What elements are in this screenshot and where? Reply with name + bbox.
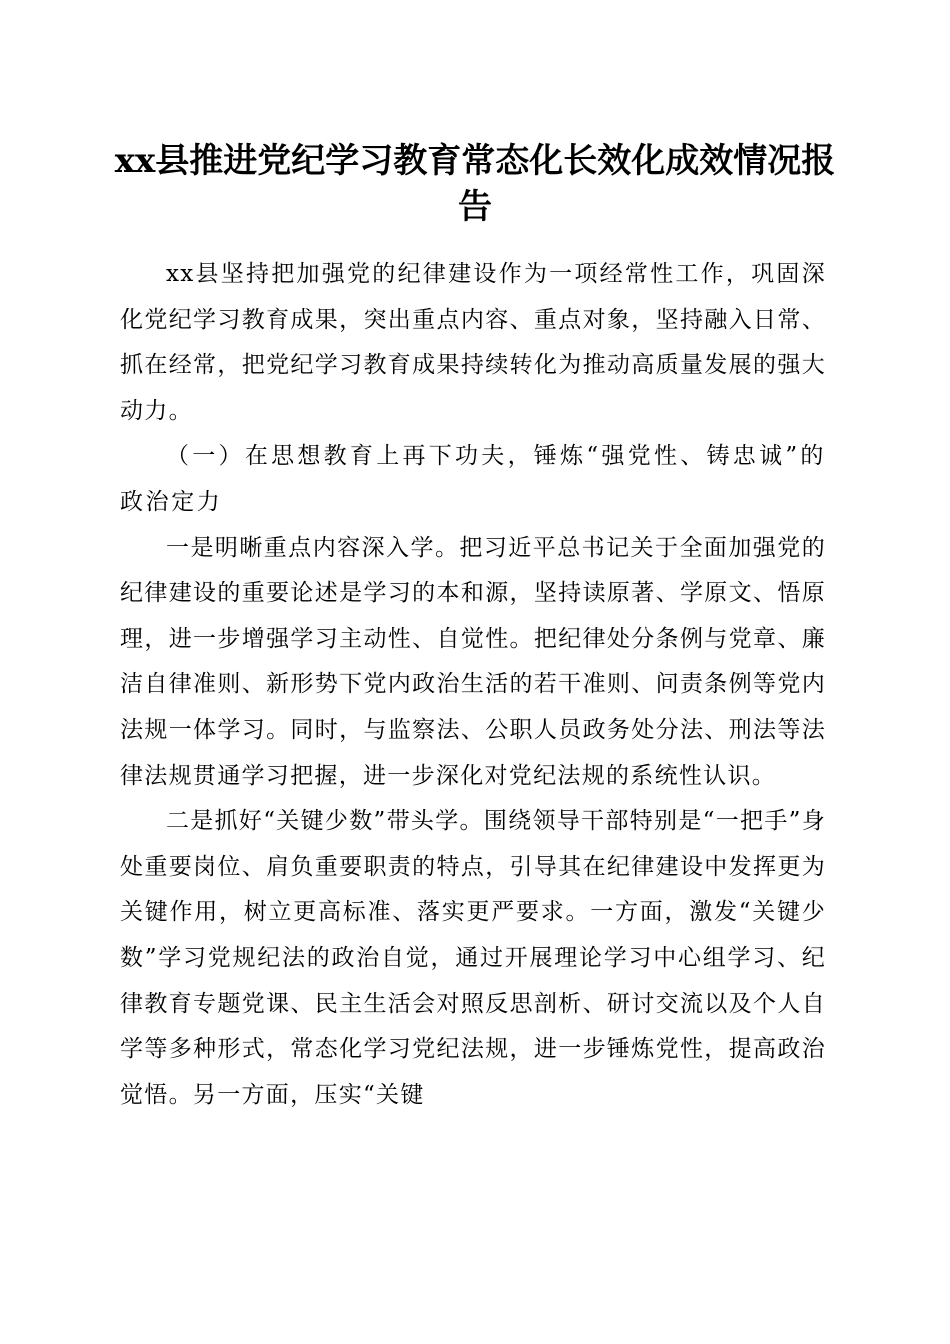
item-one-paragraph: 一是明晰重点内容深入学。把习近平总书记关于全面加强党的纪律建设的重要论述是学习的本和源，坚持读原著、学原文、悟原理，进一步增强学习主动性、自觉性。把纪律处分条例与党章、廉洁自律准则、新形势下党内政治生活的若干准则、问责条例等党内法规一体学习。同时，与监察法、公职人员政务处分法、刑法等法律法规贯通学习把握，进一步深化对党纪法规的系统性认识。 bbox=[120, 534, 826, 789]
document-title: xx县推进党纪学习教育常态化长效化成效情况报告 bbox=[114, 141, 836, 227]
document-body bbox=[120, 252, 826, 1118]
section-heading: （一）在思想教育上再下功夫，锤炼“强党性、铸忠诚”的政治定力 bbox=[120, 443, 826, 515]
intro-paragraph: xx县坚持把加强党的纪律建设作为一项经常性工作，巩固深化党纪学习教育成果，突出重点内容、重点对象，坚持融入日常、抓在经常，把党纪学习教育成果持续转化为推动高质量发展的强大动力。 bbox=[120, 261, 826, 424]
item-two-paragraph: 二是抓好“关键少数”带头学。围绕领导干部特别是“一把手”身处重要岗位、肩负重要职责的特点，引导其在纪律建设中发挥更为关键作用，树立更高标准、落实更严要求。一方面，激发“关键少数”学习党规纪法的政治自觉，通过开展理论学习中心组学习、纪律教育专题党课、民主生活会对照反思剖析、研讨交流以及个人自学等多种形式，常态化学习党纪法规，进一步锤炼党性，提高政治觉悟。另一方面，压实“关键 bbox=[120, 808, 826, 1108]
